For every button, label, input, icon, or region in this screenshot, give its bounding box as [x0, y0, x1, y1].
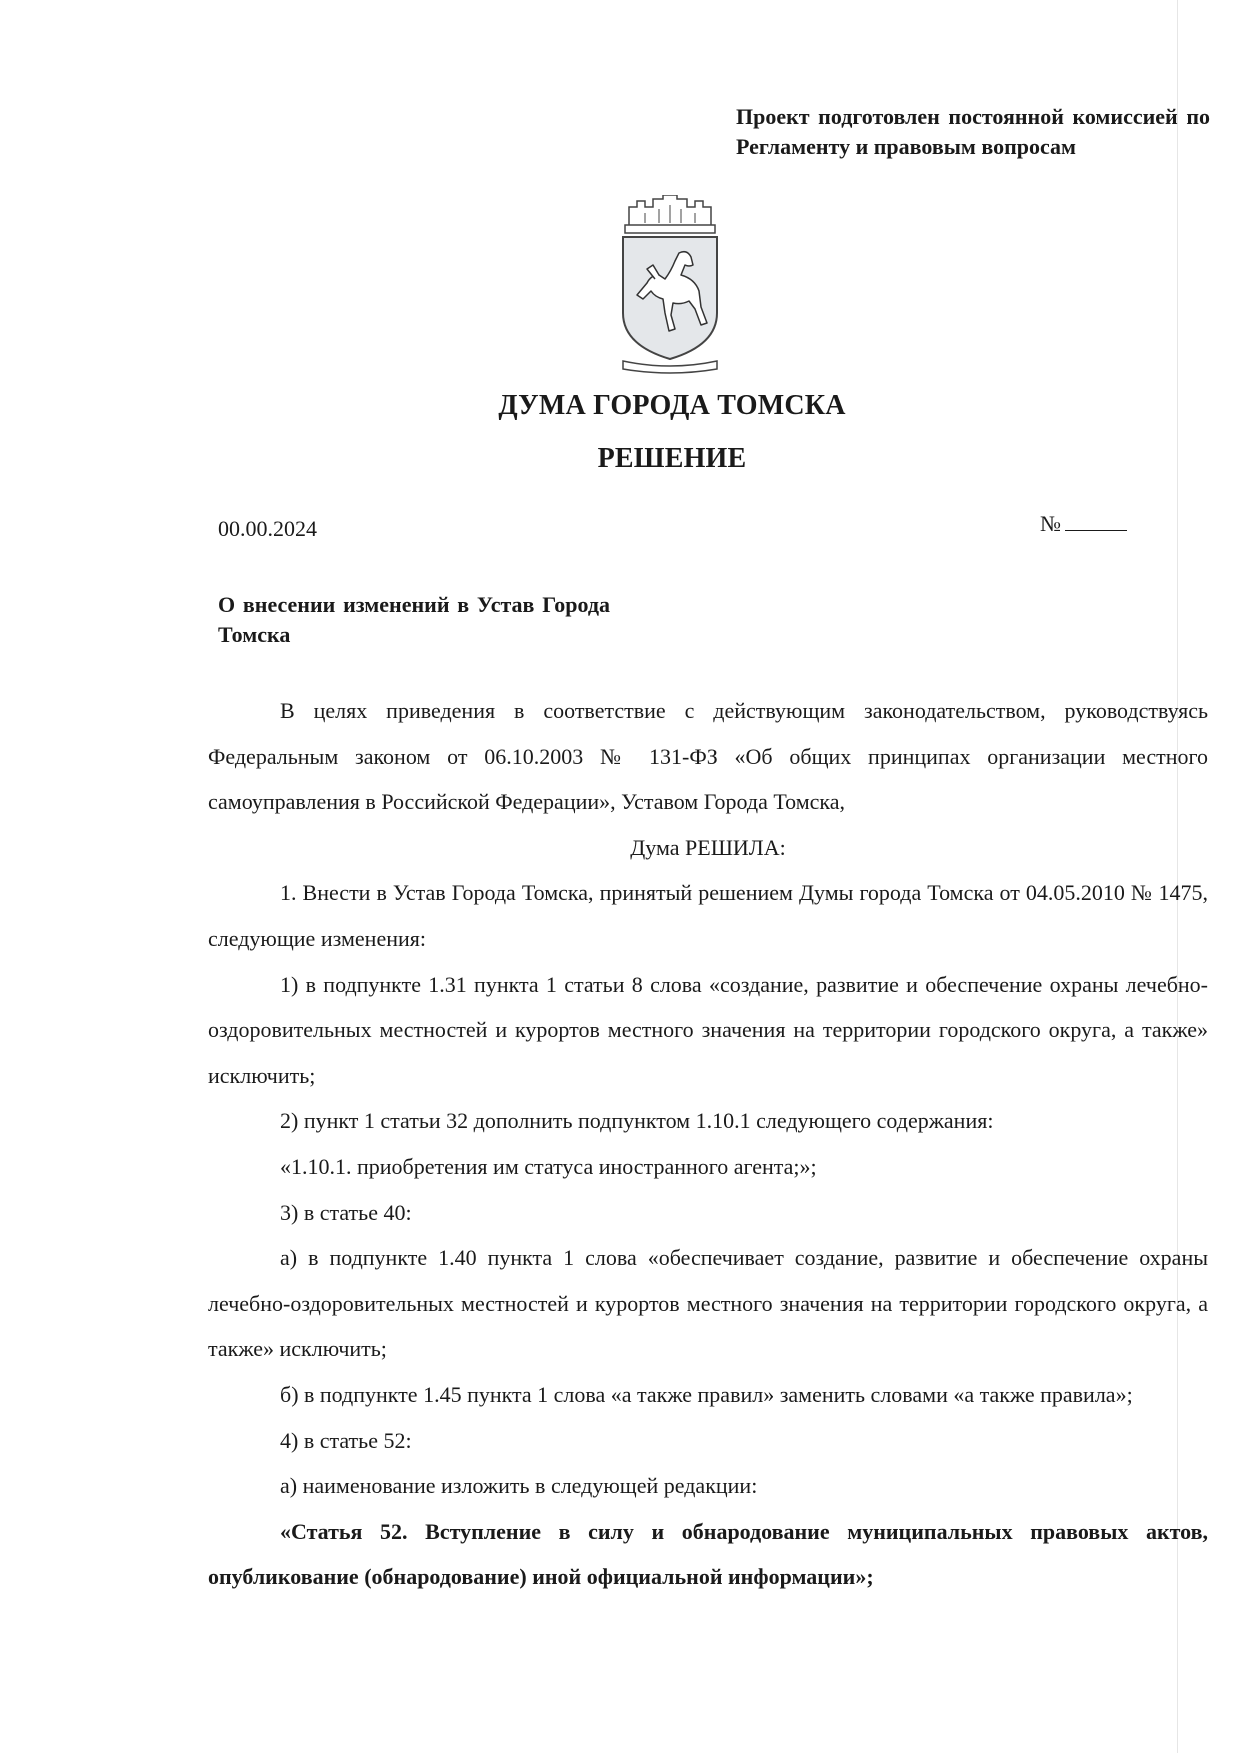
item-paragraph: 3) в статье 40: [280, 1199, 412, 1225]
project-note: Проект подготовлен постоянной комиссией по Регламенту и правовым вопросам [736, 104, 1210, 159]
preamble-paragraph: В целях приведения в соответствие с действующим законодательством, руководствуясь Федеральным законом от 06.10.2003 № 131-ФЗ «Об общих принципах организации местного самоуправления в Российской Федерации», Уставом Города Томска, [208, 698, 1208, 815]
number-label: № [1040, 511, 1061, 536]
document-body [208, 688, 1208, 1600]
resolved-line: Дума РЕШИЛА: [630, 834, 786, 860]
item-paragraph: а) наименование изложить в следующей редакции: [280, 1473, 758, 1499]
document-subject: О внесении изменений в Устав Города Томска [218, 592, 610, 647]
item-paragraph: 4) в статье 52: [280, 1427, 412, 1453]
article-title-paragraph: «Статья 52. Вступление в силу и обнародование муниципальных правовых актов, опубликование (обнародование) иной официальной информации»; [208, 1518, 1208, 1590]
item-paragraph: 1. Внести в Устав Города Томска, принятый решением Думы города Томска от 04.05.2010 № 1475, следующие изменения: [208, 880, 1208, 951]
document-number [1040, 508, 1127, 537]
number-blank-field [1065, 508, 1127, 531]
item-paragraph: б) в подпункте 1.45 пункта 1 слова «а также правил» заменить словами «а также правила»; [280, 1381, 1133, 1407]
coat-of-arms-icon [615, 195, 725, 375]
item-paragraph: 2) пункт 1 статьи 32 дополнить подпунктом 1.10.1 следующего содержания: [280, 1108, 994, 1134]
document-date: 00.00.2024 [218, 516, 317, 541]
item-paragraph: 1) в подпункте 1.31 пункта 1 статьи 8 слова «создание, развитие и обеспечение охраны лечебно-оздоровительных местностей и курортов местного значения на территории городского округа, а также» исключить; [208, 971, 1208, 1088]
item-paragraph: а) в подпункте 1.40 пункта 1 слова «обеспечивает создание, развитие и обеспечение охраны лечебно-оздоровительных местностей и курортов местного значения на территории городского округа, а также» исключить; [208, 1245, 1208, 1362]
document-type: РЕШЕНИЕ [597, 443, 747, 474]
organization-title: ДУМА ГОРОДА ТОМСКА [498, 390, 846, 421]
item-paragraph: «1.10.1. приобретения им статуса иностранного агента;»; [280, 1153, 817, 1179]
